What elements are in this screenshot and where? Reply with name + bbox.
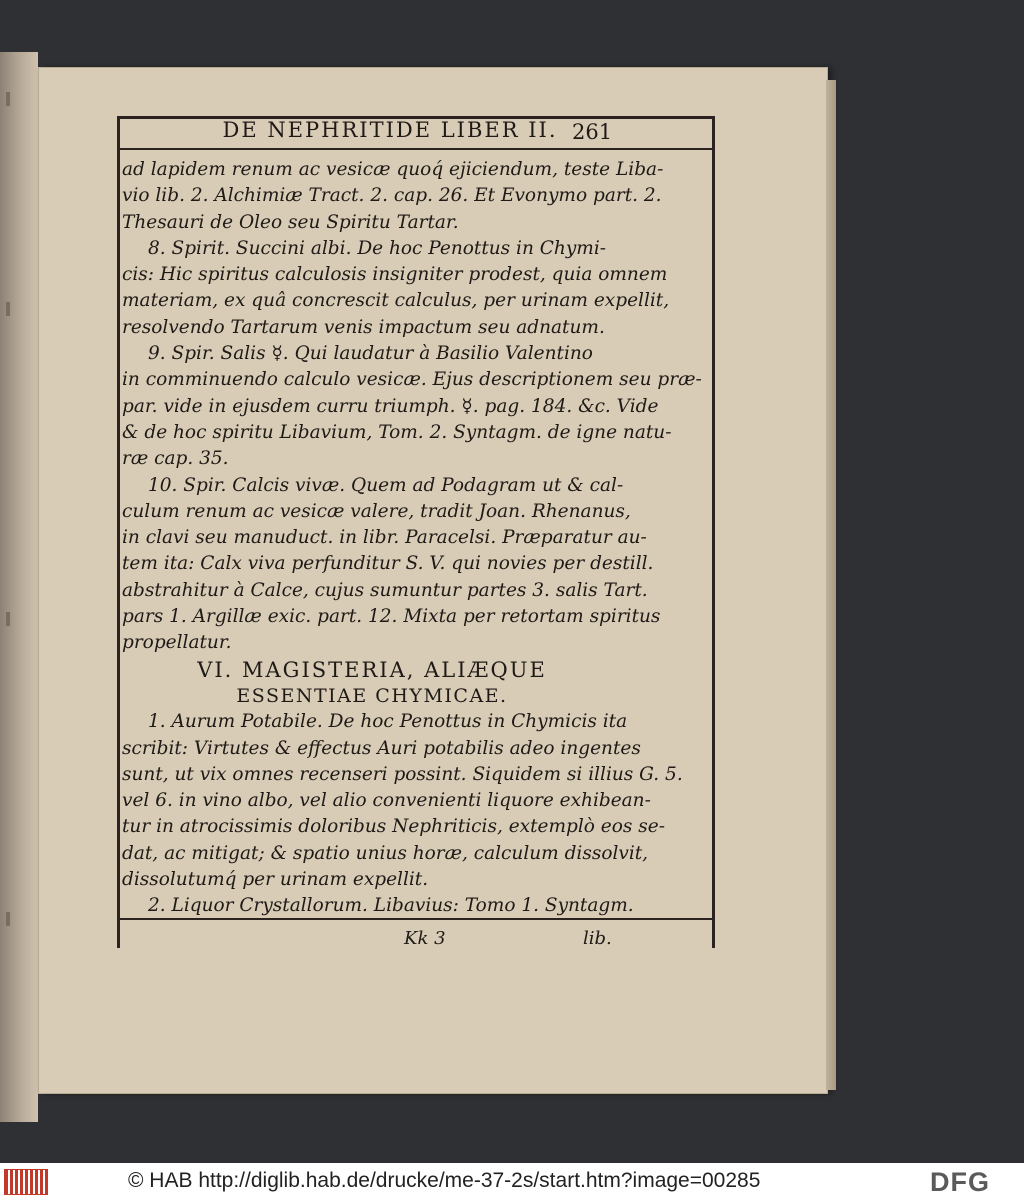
text-line: sunt, ut vix omnes recenseri possint. Siquidem si illius G. 5. bbox=[122, 763, 683, 785]
text-line: tur in atrocissimis doloribus Nephriticis, extemplò eos se- bbox=[122, 816, 665, 838]
barcode-icon[interactable] bbox=[4, 1169, 48, 1195]
text-line: 9. Spir. Salis ☿. Qui laudatur à Basilio Valentino bbox=[148, 343, 593, 365]
text-line: 10. Spir. Calcis vivæ. Quem ad Podagram ut & cal- bbox=[148, 474, 624, 496]
text-line: 2. Liquor Crystallorum. Libavius: Tomo 1. Syntagm. bbox=[148, 895, 634, 917]
text-line: ad lapidem renum ac vesicæ quoq́ ejiciendum, teste Liba- bbox=[122, 159, 664, 180]
text-line: tem ita: Calx viva perfunditur S. V. qui novies per destill. bbox=[122, 553, 654, 575]
text-line: scribit: Virtutes & effectus Auri potabilis adeo ingentes bbox=[122, 737, 641, 759]
page-number: 261 bbox=[572, 120, 613, 144]
adjacent-page-edge bbox=[0, 52, 38, 1122]
edge-mark bbox=[6, 912, 10, 926]
text-line: in comminuendo calculo vesicæ. Ejus descriptionem seu præ- bbox=[122, 369, 702, 391]
text-line: materiam, ex quâ concrescit calculus, per urinam expellit, bbox=[122, 290, 670, 312]
edge-mark bbox=[6, 92, 10, 106]
text-line: par. vide in ejusdem curru triumph. ☿. pag. 184. &c. Vide bbox=[122, 395, 659, 417]
edge-mark bbox=[6, 612, 10, 626]
text-line: Thesauri de Oleo seu Spiritu Tartar. bbox=[122, 211, 459, 233]
text-line: culum renum ac vesicæ valere, tradit Joan. Rhenanus, bbox=[122, 500, 631, 522]
catchword: lib. bbox=[583, 928, 612, 949]
text-line: pars 1. Argillæ exic. part. 12. Mixta per retortam spiritus bbox=[122, 606, 661, 628]
copyright-link[interactable]: © HAB http://diglib.hab.de/drucke/me-37-2s/start.htm?image=00285 bbox=[128, 1169, 761, 1192]
viewer-footer bbox=[0, 1163, 1024, 1201]
text-line: dissolutumq́ per urinam expellit. bbox=[122, 869, 429, 891]
section-title: VI. MAGISTERIA, ALIÆQUE bbox=[197, 657, 547, 682]
page-text bbox=[122, 157, 702, 920]
text-line: dat, ac mitigat; & spatio unius horæ, calculum dissolvit, bbox=[122, 842, 649, 864]
running-head: DE NEPHRITIDE LIBER II. bbox=[222, 118, 558, 142]
signature-mark: Kk 3 bbox=[404, 928, 446, 949]
text-line: vio lib. 2. Alchimiæ Tract. 2. cap. 26. Et Evonymo part. 2. bbox=[122, 185, 662, 207]
head-rule bbox=[117, 148, 713, 150]
text-line: & de hoc spiritu Libavium, Tom. 2. Syntagm. de igne natu- bbox=[122, 421, 672, 443]
edge-mark bbox=[6, 302, 10, 316]
dfg-logo[interactable]: DFG bbox=[930, 1167, 990, 1197]
section-subtitle: ESSENTIAE CHYMICAE. bbox=[236, 684, 508, 707]
text-line: propellatur. bbox=[122, 632, 232, 654]
page-edge bbox=[826, 80, 836, 1090]
text-line: vel 6. in vino albo, vel alio convenienti liquore exhibean- bbox=[122, 790, 651, 812]
text-line: in clavi seu manuduct. in libr. Paracelsi. Præparatur au- bbox=[122, 527, 647, 549]
text-line: 8. Spirit. Succini albi. De hoc Penottus in Chymi- bbox=[148, 237, 607, 259]
text-line: ræ cap. 35. bbox=[122, 448, 229, 470]
text-line: cis: Hic spiritus calculosis insigniter prodest, quia omnem bbox=[122, 264, 668, 286]
text-line: resolvendo Tartarum venis impactum seu adnatum. bbox=[122, 316, 605, 338]
text-line: abstrahitur à Calce, cujus sumuntur partes 3. salis Tart. bbox=[122, 579, 648, 601]
text-line: 1. Aurum Potabile. De hoc Penottus in Chymicis ita bbox=[148, 711, 628, 733]
